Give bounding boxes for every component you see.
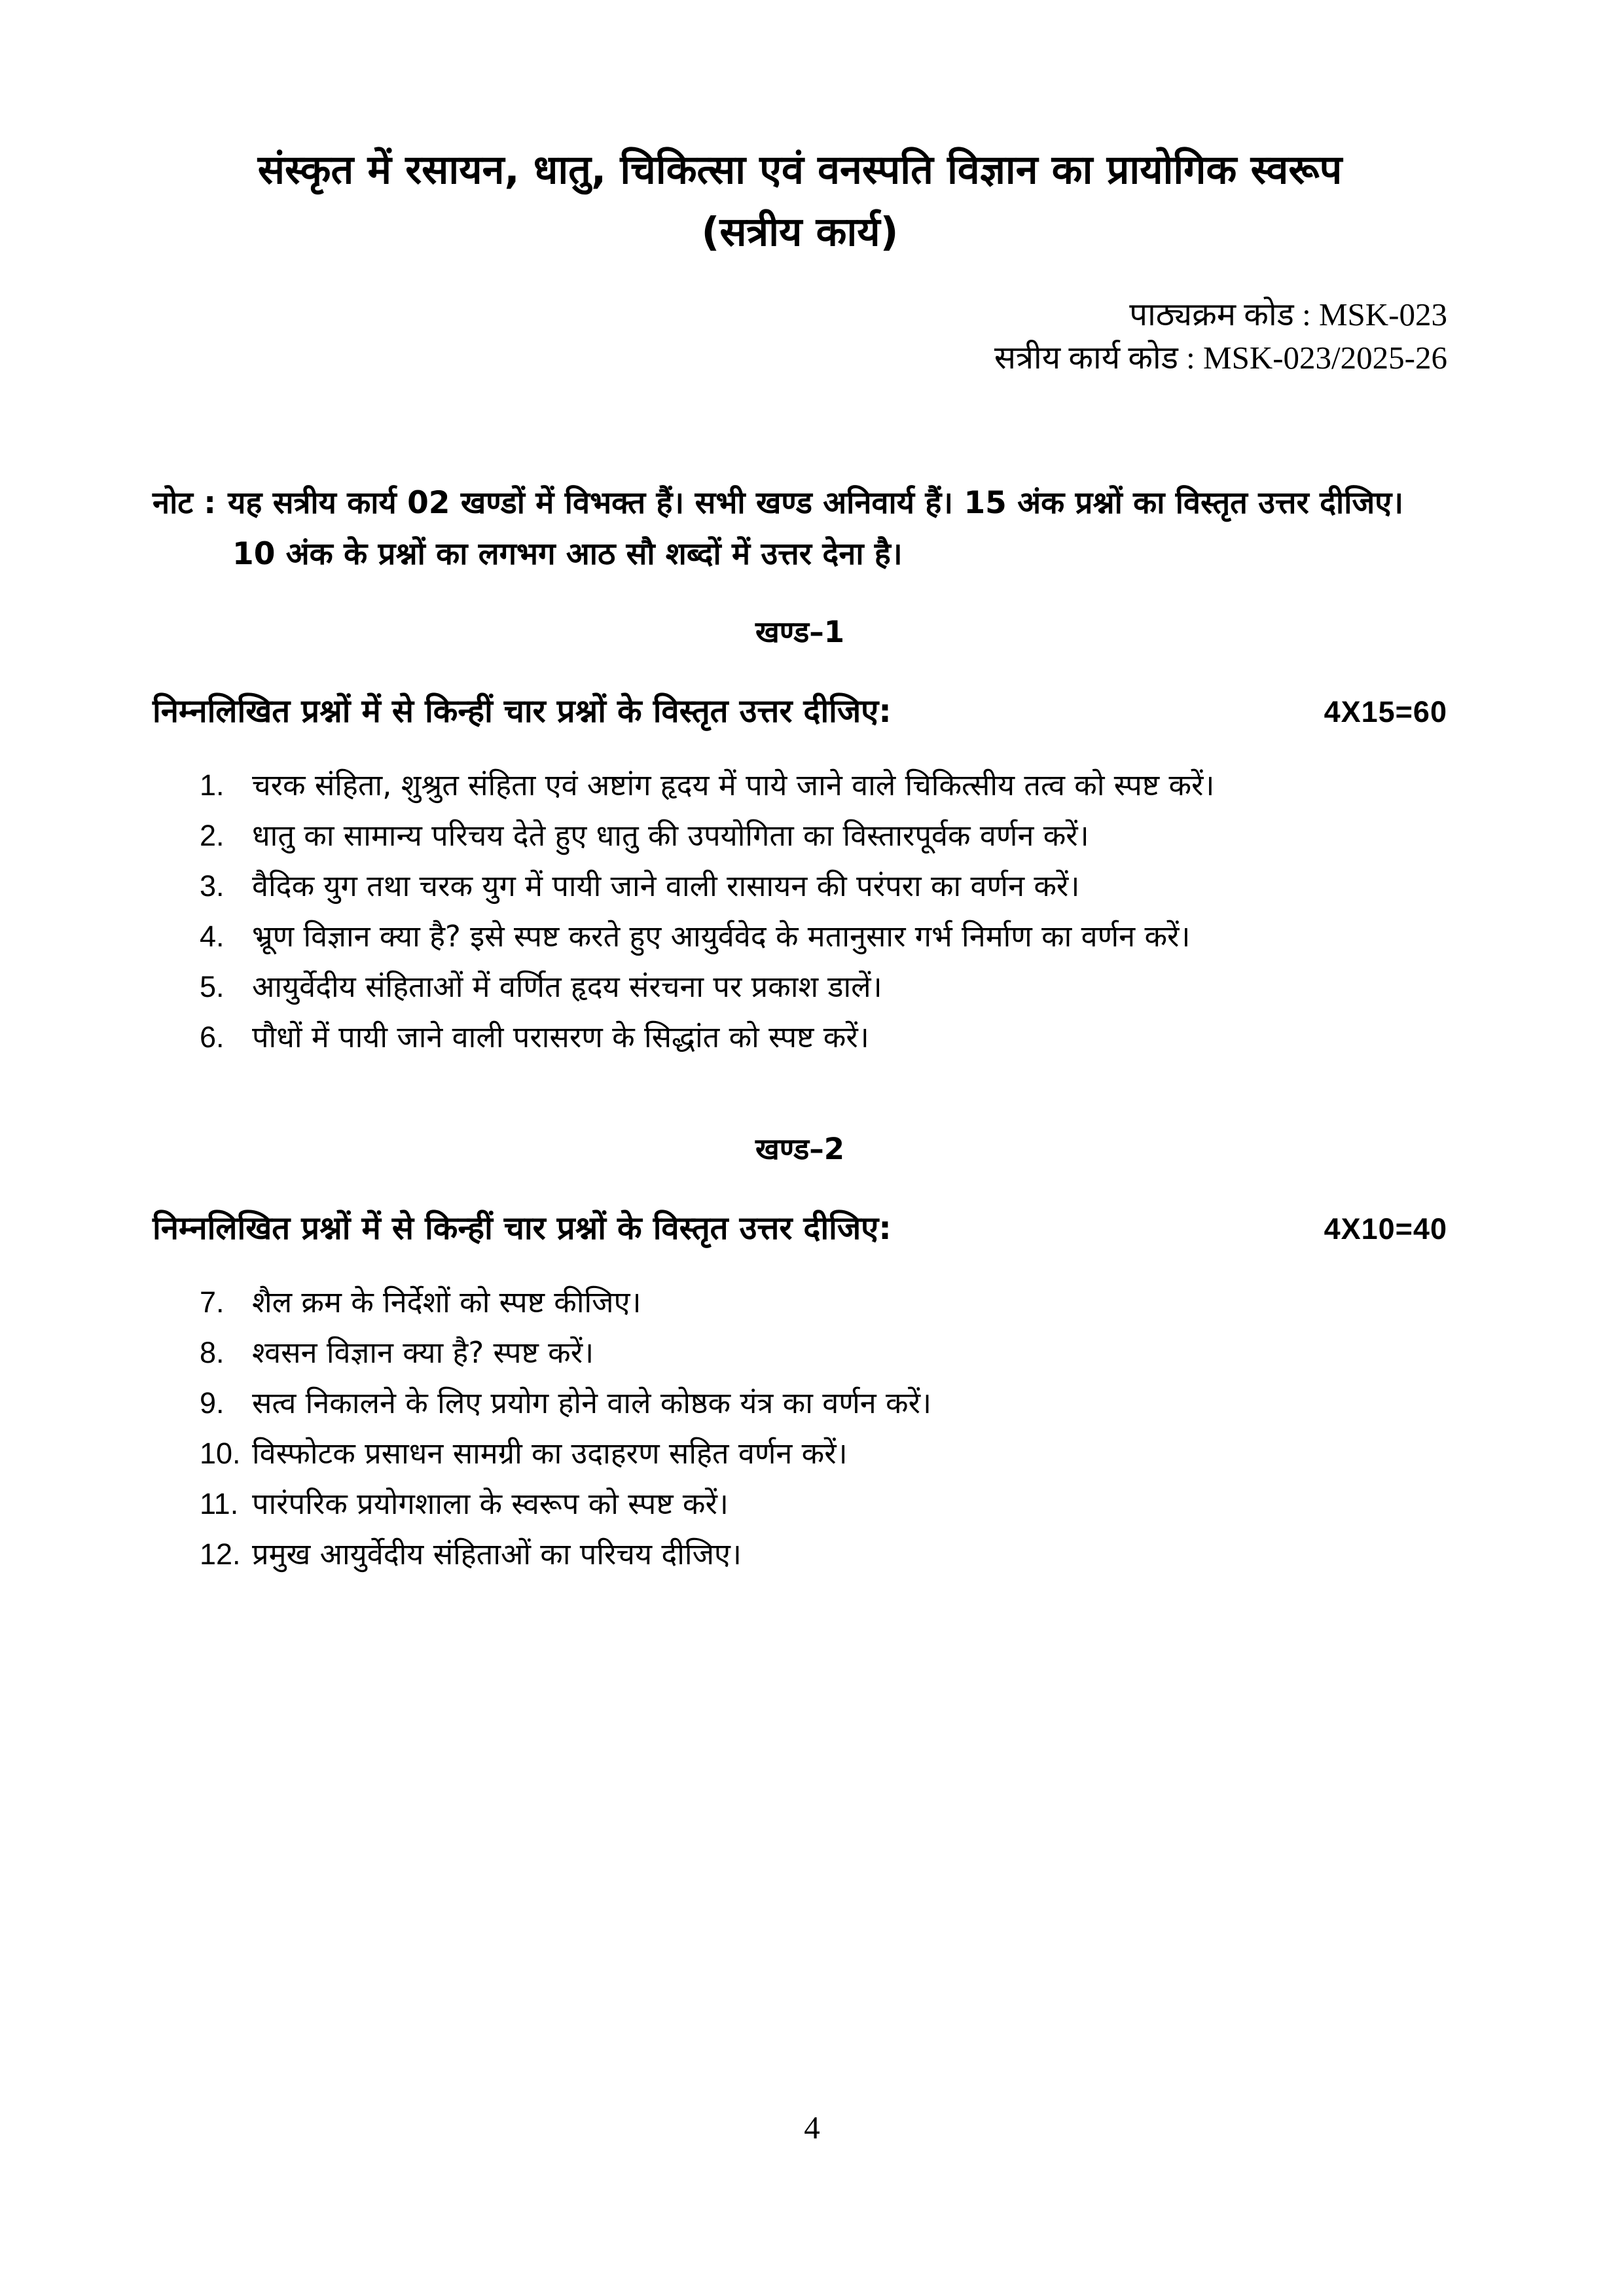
question-number: 7. xyxy=(200,1285,225,1319)
question-item xyxy=(200,921,1447,952)
section-2-heading: खण्ड–2 xyxy=(755,1132,845,1166)
question-number: 12. xyxy=(200,1537,241,1571)
question-item xyxy=(200,1388,1447,1418)
question-text: शैल क्रम के निर्देशों को स्पष्ट कीजिए। xyxy=(252,1285,641,1319)
section-khand-1 xyxy=(153,613,1447,1052)
note-paragraph xyxy=(153,478,1447,580)
question-text: पौधों में पायी जाने वाली परासरण के सिद्धांत को स्पष्ट करें। xyxy=(252,1020,869,1054)
question-item xyxy=(200,770,1447,800)
page-subtitle: (सत्रीय कार्य) xyxy=(701,209,899,255)
section-2-instruction-row xyxy=(153,1206,1447,1249)
question-number: 10. xyxy=(200,1437,241,1470)
question-number: 9. xyxy=(200,1386,225,1420)
question-number: 1. xyxy=(200,768,225,802)
question-text: धातु का सामान्य परिचय देते हुए धातु की उपयोगिता का विस्तारपूर्वक वर्णन करें। xyxy=(252,818,1089,853)
question-number: 8. xyxy=(200,1336,225,1369)
question-text: आयुर्वेदीय संहिताओं में वर्णित हृदय संरचना पर प्रकाश डालें। xyxy=(252,969,882,1004)
question-item xyxy=(200,1337,1447,1368)
question-text: भ्रूण विज्ञान क्या है? इसे स्पष्ट करते हुए आयुर्ववेद के मतानुसार गर्भ निर्माण का वर्णन करें। xyxy=(252,919,1191,954)
title-block xyxy=(153,139,1447,263)
section-1-marks: 4X15=60 xyxy=(1324,695,1447,728)
course-code-line: पाठ्यक्रम कोड : MSK-023 xyxy=(1129,296,1447,332)
question-number: 4. xyxy=(200,920,225,953)
question-number: 2. xyxy=(200,819,225,852)
question-text: वैदिक युग तथा चरक युग में पायी जाने वाली रासायन की परंपरा का वर्णन करें। xyxy=(252,869,1080,903)
question-number: 6. xyxy=(200,1020,225,1054)
question-item xyxy=(200,820,1447,851)
section-2-marks: 4X10=40 xyxy=(1324,1212,1447,1246)
section-1-question-list xyxy=(153,770,1447,1052)
question-text: प्रमुख आयुर्वेदीय संहिताओं का परिचय दीजिए। xyxy=(252,1537,742,1571)
question-number: 3. xyxy=(200,869,225,903)
section-2-question-list xyxy=(153,1287,1447,1570)
question-item xyxy=(200,1488,1447,1519)
question-item xyxy=(200,971,1447,1002)
question-text: सत्व निकालने के लिए प्रयोग होने वाले कोष्ठक यंत्र का वर्णन करें। xyxy=(252,1386,932,1420)
page-title: संस्कृत में रसायन, धातु, चिकित्सा एवं वनस्पति विज्ञान का प्रायोगिक स्वरूप xyxy=(257,147,1343,193)
question-item xyxy=(200,1022,1447,1052)
question-number: 11. xyxy=(200,1487,239,1520)
question-item xyxy=(200,1539,1447,1570)
assignment-code-line: सत्रीय कार्य कोड : MSK-023/2025-26 xyxy=(994,340,1447,376)
section-1-instruction-row xyxy=(153,689,1447,732)
note-text: यह सत्रीय कार्य 02 खण्डों में विभक्त हैं। सभी खण्ड अनिवार्य हैं। 15 अंक प्रश्नों का विस्तृत उत्तर दीजिए। 10 अंक के प्रश्नों का लगभग आठ सौ शब्दों में उत्तर देना है। xyxy=(228,485,1404,572)
note-label: नोट : xyxy=(153,485,217,521)
section-2-instruction: निम्नलिखित प्रश्नों में से किन्हीं चार प्रश्नों के विस्तृत उत्तर दीजिए: xyxy=(153,1210,892,1247)
question-item xyxy=(200,1438,1447,1469)
section-1-heading: खण्ड–1 xyxy=(755,615,845,649)
page-number: 4 xyxy=(804,2109,820,2145)
question-number: 5. xyxy=(200,970,225,1003)
question-text: श्वसन विज्ञान क्या है? स्पष्ट करें। xyxy=(252,1335,594,1370)
question-text: चरक संहिता, शुश्रुत संहिता एवं अष्टांग हृदय में पाये जाने वाले चिकित्सीय तत्व को स्पष्ट करें। xyxy=(252,768,1215,802)
question-item xyxy=(200,870,1447,901)
section-1-instruction: निम्नलिखित प्रश्नों में से किन्हीं चार प्रश्नों के विस्तृत उत्तर दीजिए: xyxy=(153,692,892,730)
question-text: पारंपरिक प्रयोगशाला के स्वरूप को स्पष्ट करें। xyxy=(252,1486,729,1521)
question-item xyxy=(200,1287,1447,1318)
course-code-block xyxy=(153,293,1447,380)
question-text: विस्फोटक प्रसाधन सामग्री का उदाहरण सहित वर्णन करें। xyxy=(252,1436,848,1471)
section-khand-2 xyxy=(153,1130,1447,1570)
